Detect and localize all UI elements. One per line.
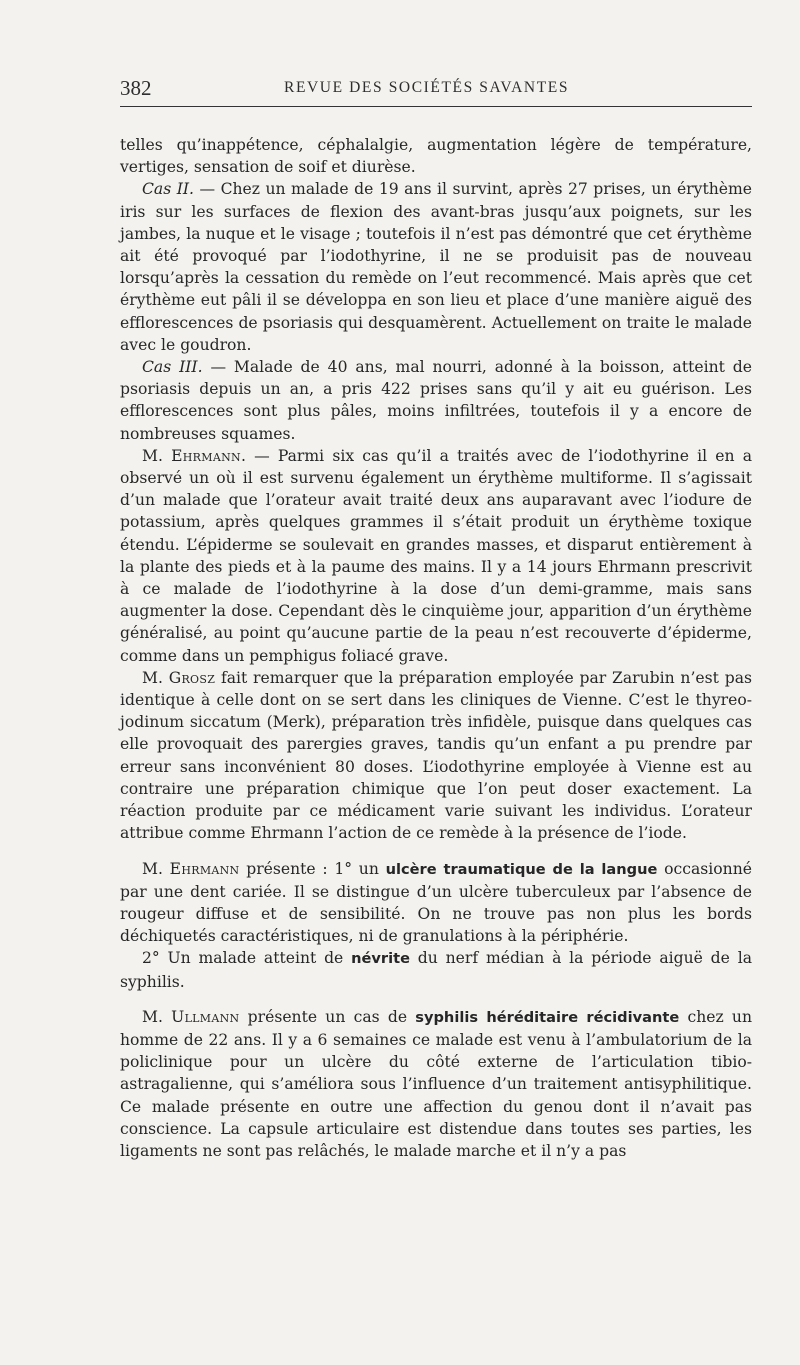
paragraph-ehrmann-1: M. Ehrmann. — Parmi six cas qu’il a traités avec de l’iodothyrine il en a observé un où il est survenu également un érythème multiforme. Il s’agissait d’un malade que l’orateur avait traité deux ans auparavant avec l’iodure de potassium, après quelques grammes il s’était produit un érythème toxique étendu. L’épiderme se soulevait en grandes masses, et disparut entièrement à la plante des pieds et à la paume des mains. Il y a 14 jours Ehrmann prescrivit à ce malade de l’iodothyrine à la dose d’un demi-gramme, mais sans augmenter la dose. Cependant dès le cinquième jour, apparition d’un érythème généralisé, au point qu’aucune partie de la peau n’est recouverte d’épiderme, comme dans un pemphigus foliacé grave.	[120, 446, 752, 665]
speaker-name: Ehrmann	[169, 859, 240, 878]
paragraph-nevrite: 2° Un malade atteint de névrite du nerf médian à la période aiguë de la syphilis.	[120, 949, 752, 991]
speaker-name: Grosz	[168, 668, 216, 687]
page-header	[120, 72, 752, 107]
bold-term: névrite	[351, 950, 410, 968]
running-title: REVUE DES SOCIÉTÉS SAVANTES	[284, 79, 570, 96]
paragraph-ullmann: M. Ullmann présente un cas de syphilis héréditaire récidivante chez un homme de 22 ans. Il y a 6 semaines ce malade est venu à l’ambulatorium de la policlinique pour un ulcère du côté externe de l’articulation tibio-astragalienne, qui s’améliora sous l’influence d’un traitement antisyphilitique. Ce malade présente en outre une affection du genou dont il n’avait pas conscience. La capsule articulaire est distendue dans toutes ses parties, les ligaments ne sont pas relâchés, le malade marche et il n’y a pas	[120, 1007, 752, 1160]
bold-term: ulcère traumatique de la langue	[385, 860, 658, 878]
speaker-name: Ullmann	[171, 1007, 240, 1026]
paragraph-ehrmann-2: M. Ehrmann présente : 1° un ulcère traumatique de la langue occasionné par une dent cariée. Il se distingue d’un ulcère tuberculeux par l’absence de rougeur diffuse et de sensibilité. On ne trouve pas non plus les bords déchiquetés caractéristiques, ni de granulations à la périphérie.	[120, 859, 752, 946]
case-label: Cas II.	[142, 180, 194, 199]
page-number: 382	[120, 76, 152, 100]
case-label: Cas III.	[142, 358, 203, 377]
body-text	[120, 134, 752, 1162]
paragraph-case-2: Cas II. — Chez un malade de 19 ans il survint, après 27 prises, un érythème iris sur les surfaces de flexion des avant-bras jusqu’aux poignets, sur les jambes, la nuque et le visage ; toutefois il n’est pas démontré que cet érythème ait été provoqué par l’iodothyrine, il ne se produisit pas de nouveau lorsqu’après la cessation du remède on l’eut recommencé. Mais après que cet érythème eut pâli il se développa en son lieu et place d’une manière aiguë des efflorescences de psoriasis qui desquamèrent. Actuellement on traite le malade avec le goudron.	[120, 180, 752, 354]
bold-term: syphilis héréditaire récidivante	[415, 1008, 680, 1026]
paragraph-1: telles qu’inappétence, céphalalgie, augmentation légère de température, vertiges, sensation de soif et diurèse.	[120, 136, 752, 177]
paragraph-case-3: Cas III. — Malade de 40 ans, mal nourri, adonné à la boisson, atteint de psoriasis depuis un an, a pris 422 prises sans qu’il y ait eu guérison. Les efflorescences sont plus pâles, moins infiltrées, toutefois il y a encore de nombreuses squames.	[120, 358, 753, 443]
paragraph-grosz: M. Grosz fait remarquer que la préparation employée par Zarubin n’est pas identique à celle dont on se sert dans les cliniques de Vienne. C’est le thyreo-jodinum siccatum (Merk), préparation très infidèle, puisque dans quelques cas elle provoquait des parergies graves, tandis qu’un enfant a pu prendre par erreur sans inconvénient 80 doses. L’iodothyrine employée à Vienne est au contraire une préparation chimique que l’on peut doser exactement. La réaction produite par ce médicament varie suivant les individus. L’orateur attribue comme Ehrmann l’action de ce remède à la présence de l’iode.	[120, 668, 752, 843]
speaker-name: Ehrmann	[171, 446, 241, 465]
